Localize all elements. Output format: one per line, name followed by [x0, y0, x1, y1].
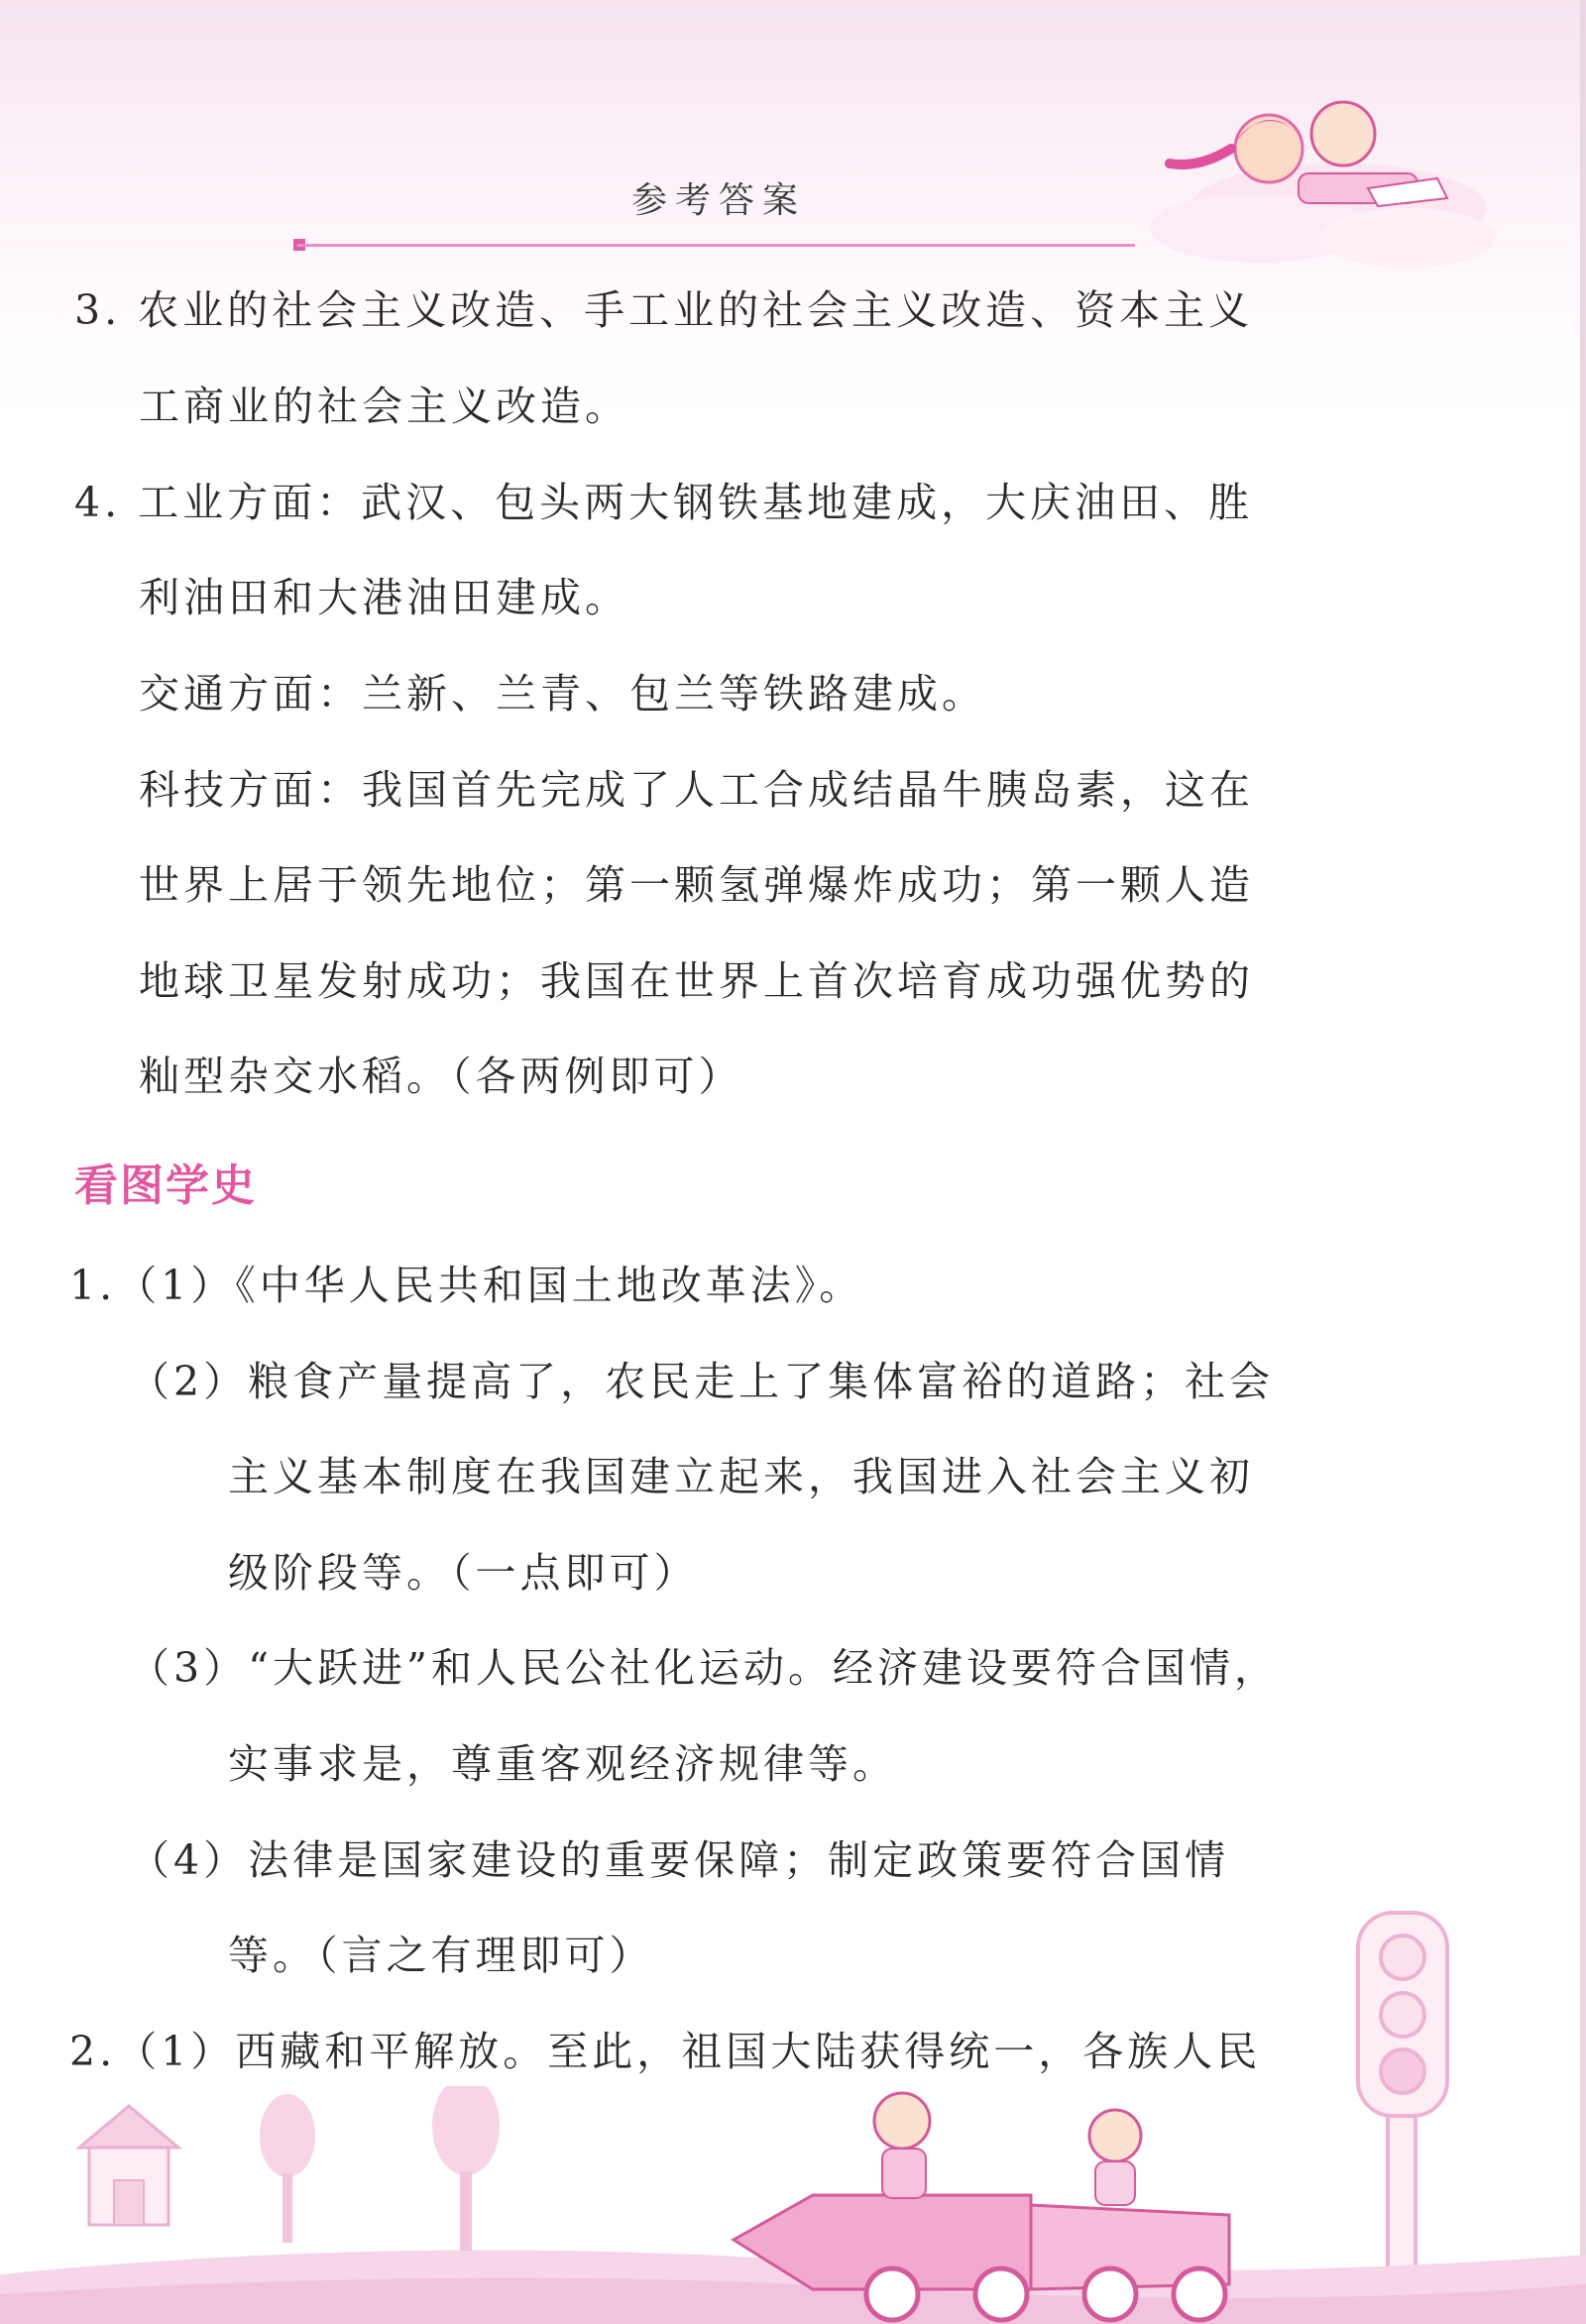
bottom-scene-illustration [0, 2086, 1586, 2324]
answer-line: 地球卫星发射成功；我国在世界上首次培育成功强优势的 [139, 957, 1254, 1005]
answer-line: 世界上居于领先地位；第一颗氢弹爆炸成功；第一颗人造 [139, 861, 1254, 909]
answer-line: （3）“大跃进”和人民公社化运动。经济建设要符合国情， [129, 1644, 1280, 1692]
answer-line: 实事求是，尊重客观经济规律等。 [228, 1740, 897, 1788]
answer-line: 科技方面：我国首先完成了人工合成结晶牛胰岛素，这在 [139, 766, 1254, 814]
answer-line: 籼型杂交水稻。（各两例即可） [139, 1052, 743, 1100]
answer-line: 主义基本制度在我国建立起来，我国进入社会主义初 [228, 1453, 1254, 1500]
page-header-title: 参考答案 [630, 180, 806, 221]
answer-line: 交通方面：兰新、兰青、包兰等铁路建成。 [139, 670, 986, 718]
answer-line: 4. 工业方面：武汉、包头两大钢铁基地建成，大庆油田、胜 [74, 479, 1254, 526]
answer-line: （2）粮食产量提高了，农民走上了集体富裕的道路；社会 [129, 1358, 1275, 1405]
answer-line: （4）法律是国家建设的重要保障；制定政策要符合国情 [129, 1836, 1230, 1884]
header-rule [297, 244, 1135, 247]
answer-line: 2.（1）西藏和平解放。至此，祖国大陆获得统一，各族人民 [69, 2028, 1262, 2075]
page-edge [1580, 0, 1586, 2324]
answer-line: 1.（1）《中华人民共和国土地改革法》。 [69, 1262, 864, 1309]
answer-line: 工商业的社会主义改造。 [139, 383, 629, 430]
answer-line: 3. 农业的社会主义改造、手工业的社会主义改造、资本主义 [74, 286, 1254, 334]
answer-line: 等。（言之有理即可） [228, 1932, 654, 1979]
answer-line: 利油田和大港油田建成。 [139, 574, 629, 621]
section-heading: 看图学史 [74, 1161, 257, 1211]
answer-line: 级阶段等。（一点即可） [228, 1549, 699, 1597]
header-kids-illustration [1140, 40, 1497, 297]
